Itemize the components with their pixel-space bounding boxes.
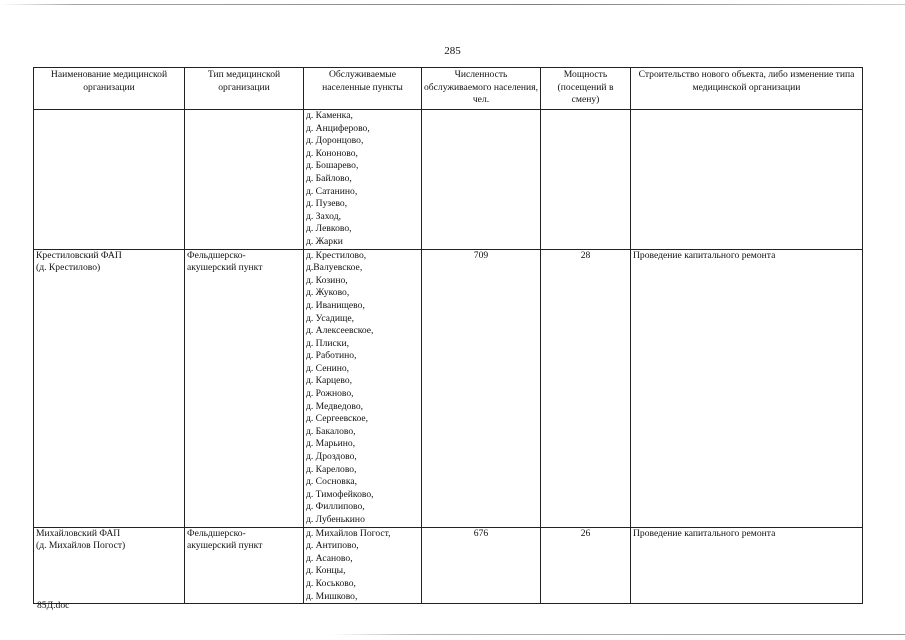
org-type-cell [185, 110, 304, 250]
settlements-cell-line: д. Алексеевское, [306, 325, 374, 337]
org-name-cell [34, 249, 185, 527]
settlements-cell-line: д. Сосновка, [306, 476, 358, 488]
scan-edge-bottom [330, 634, 905, 635]
settlements-cell [304, 249, 422, 527]
settlements-cell [304, 110, 422, 250]
settlements-cell-line: д. Карелово, [306, 463, 357, 475]
settlements-cell-line: д. Анциферово, [306, 122, 370, 134]
capacity-cell: 28 [541, 249, 631, 527]
header-settlements: Обслуживаемые населенные пункты [304, 68, 422, 110]
population-cell [422, 110, 541, 250]
population-cell: 709 [422, 249, 541, 527]
settlements-cell [304, 527, 422, 604]
org-type-cell-line: Фельдшерско- [187, 527, 246, 539]
table-row [34, 249, 863, 527]
construction-cell [631, 110, 863, 250]
population-cell: 676 [422, 527, 541, 604]
org-type-cell-line: акушерский пункт [187, 540, 263, 552]
medical-organizations-table [33, 67, 863, 604]
settlements-cell-line: д. Тимофейково, [306, 488, 374, 500]
settlements-cell-line: д. Асаново, [306, 552, 353, 564]
settlements-cell-line: д. Концы, [306, 565, 346, 577]
org-name-cell-line: Михайловский ФАП [36, 527, 121, 539]
org-type-cell-line: Фельдшерско- [187, 249, 246, 261]
settlements-cell-line: д. Сенино, [306, 362, 350, 374]
org-name-cell [34, 527, 185, 604]
settlements-cell-line: д. Каменка, [306, 110, 353, 121]
org-type-cell [185, 527, 304, 604]
header-construction: Строительство нового объекта, либо изменение типа медицинской организации [631, 68, 863, 110]
org-name-cell [34, 110, 185, 250]
settlements-cell-line: д. Рожново, [306, 388, 354, 400]
header-population: Численность обслуживаемого населения, чел. [422, 68, 541, 110]
org-name-cell-line: (д. Михайлов Погост) [36, 540, 126, 552]
construction-cell: Проведение капитального ремонта [631, 527, 863, 604]
settlements-cell-line: д. Карцево, [306, 375, 353, 387]
settlements-cell-line: д. Коськово, [306, 577, 356, 589]
settlements-cell-line: д. Бошарево, [306, 160, 359, 172]
org-type-cell-line: акушерский пункт [187, 262, 263, 274]
settlements-cell-line: д. Жарки [306, 235, 343, 247]
settlements-cell-line: д. Медведово, [306, 400, 364, 412]
settlements-cell-line: д. Бакалово, [306, 425, 356, 437]
settlements-cell-line: д. Сатанино, [306, 185, 358, 197]
settlements-cell-line: д. Марьино, [306, 438, 356, 450]
header-capacity: Мощность (посещений в смену) [541, 68, 631, 110]
settlements-cell-line: д. Мишково, [306, 590, 358, 602]
settlements-cell-line: д. Михайлов Погост, [306, 527, 391, 539]
settlements-cell-line: д. Жуково, [306, 287, 350, 299]
page-number: 285 [444, 45, 461, 57]
capacity-cell [541, 110, 631, 250]
settlements-cell-line: д. Пузево, [306, 198, 348, 210]
capacity-cell: 26 [541, 527, 631, 604]
header-org-type: Тип медицинской организации [185, 68, 304, 110]
settlements-cell-line: д. Заход, [306, 210, 341, 222]
settlements-cell-line: д.Валуевское, [306, 262, 363, 274]
settlements-cell-line: д. Усадище, [306, 312, 355, 324]
settlements-cell-line: д. Антипово, [306, 540, 359, 552]
table-body [34, 110, 863, 604]
settlements-cell-line: д. Плиски, [306, 337, 349, 349]
settlements-cell-line: д. Иванищево, [306, 299, 365, 311]
settlements-cell-line: д. Левково, [306, 223, 352, 235]
settlements-cell-line: д. Лубенькино [306, 514, 365, 525]
settlements-cell-line: д. Филлипово, [306, 501, 365, 513]
org-name-cell-line: Крестиловский ФАП [36, 249, 122, 261]
header-org-name: Наименование медицинской организации [34, 68, 185, 110]
org-type-cell [185, 249, 304, 527]
table-header-row [34, 68, 863, 110]
settlements-cell-line: д. Сергеевское, [306, 413, 369, 425]
table-row [34, 110, 863, 250]
settlements-cell-line: д. Байлово, [306, 172, 352, 184]
footer-filename: 85Д.doc [37, 600, 70, 611]
table-row [34, 527, 863, 604]
settlements-cell-line: д. Крестилово, [306, 249, 367, 261]
org-name-cell-line: (д. Крестилово) [36, 262, 101, 274]
settlements-cell-line: д. Кононово, [306, 147, 358, 159]
settlements-cell-line: д. Козино, [306, 274, 348, 286]
settlements-cell-line: д. Дроздово, [306, 451, 357, 463]
settlements-cell-line: д. Доронцово, [306, 135, 364, 147]
scan-edge-top [0, 4, 905, 5]
construction-cell: Проведение капитального ремонта [631, 249, 863, 527]
settlements-cell-line: д. Работино, [306, 350, 357, 362]
